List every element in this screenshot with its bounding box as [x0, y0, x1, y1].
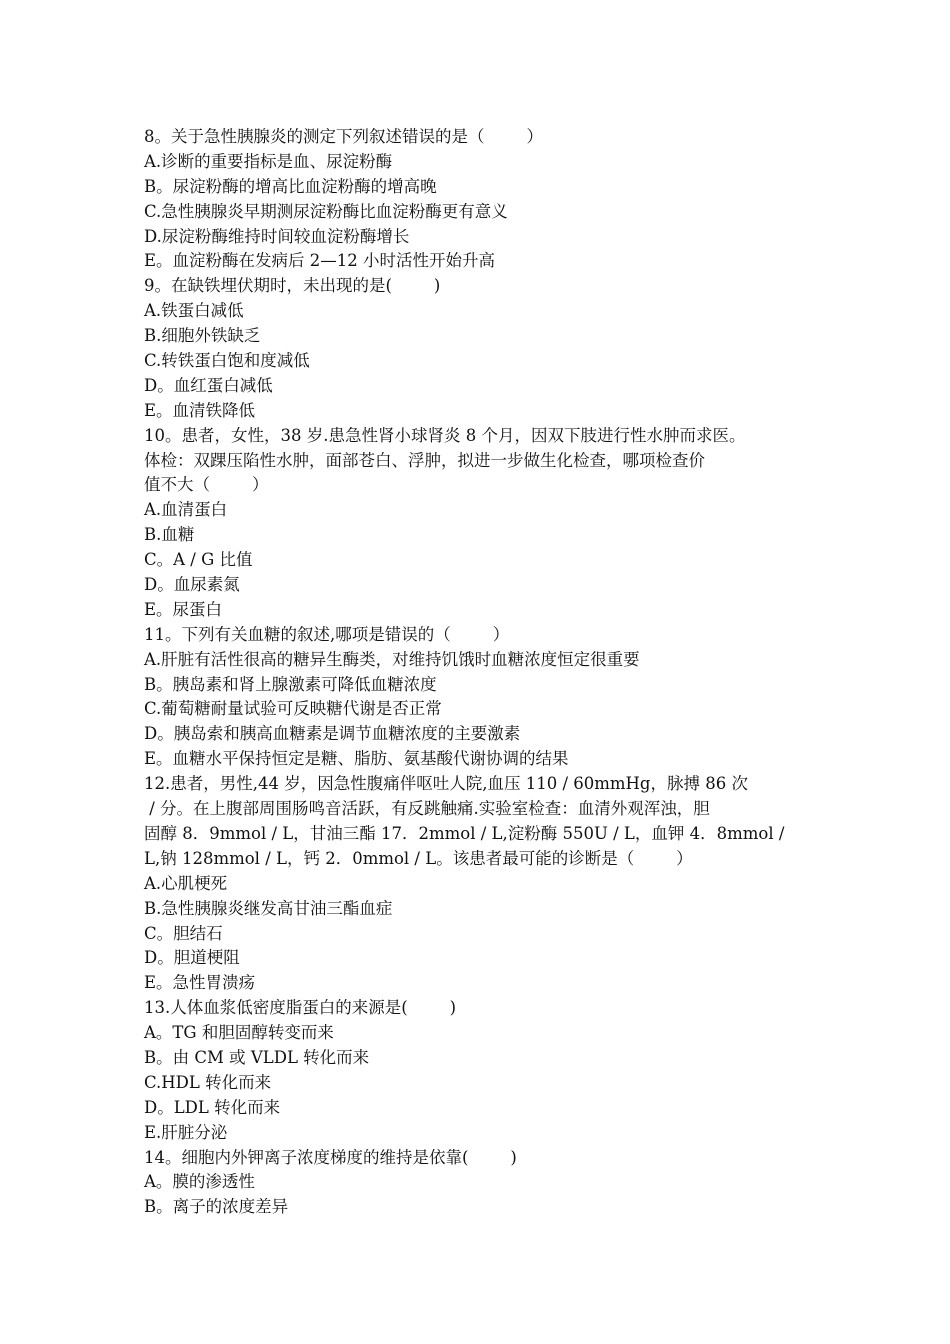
question-10-stem-line-2: 体检：双踝压陷性水肿，面部苍白、浮肿，拟进一步做生化检查，哪项检查价 [144, 450, 705, 470]
question-8-option-c: C.急性胰腺炎早期测尿淀粉酶比血淀粉酶更有意义 [144, 201, 508, 221]
question-8-option-a: A.诊断的重要指标是血、尿淀粉酶 [144, 151, 393, 171]
question-11-stem: 11。下列有关血糖的叙述,哪项是错误的（ ） [144, 624, 510, 644]
question-11-option-b: B。胰岛素和肾上腺激素可降低血糖浓度 [144, 674, 437, 694]
question-12-option-d: D。胆道梗阻 [144, 948, 240, 968]
question-11-option-e: E。血糖水平保持恒定是糖、脂肪、氨基酸代谢协调的结果 [144, 749, 569, 769]
question-text-block [144, 125, 824, 1220]
question-9-option-b: B.细胞外铁缺乏 [144, 326, 261, 346]
question-10-stem-line-1: 10。患者，女性，38 岁.患急性肾小球肾炎 8 个月，因双下肢进行性水肿而求医。 [144, 425, 746, 445]
question-8-option-e: E。血淀粉酶在发病后 2—12 小时活性开始升高 [144, 251, 496, 271]
question-9-option-a: A.铁蛋白减低 [144, 301, 244, 321]
question-10-option-a: A.血清蛋白 [144, 500, 228, 520]
question-12-option-e: E。急性胃溃疡 [144, 973, 256, 993]
question-9-option-e: E。血清铁降低 [144, 400, 256, 420]
question-12-stem-line-2: / 分。在上腹部周围肠鸣音活跃，有反跳触痛.实验室检查：血清外观浑浊，胆 [144, 799, 710, 819]
question-9-stem: 9。在缺铁埋伏期时，未出现的是( ) [144, 276, 441, 296]
question-8-option-b: B。尿淀粉酶的增高比血淀粉酶的增高晚 [144, 176, 437, 196]
question-12-stem-line-3: 固醇 8．9mmol / L，甘油三酯 17．2mmol / L,淀粉酶 550U / L，血钾 4．8mmol / [144, 823, 785, 843]
question-13-option-b: B。由 CM 或 VLDL 转化而来 [144, 1047, 370, 1067]
question-14-option-b: B。离子的浓度差异 [144, 1197, 289, 1217]
question-11-option-a: A.肝脏有活性很高的糖异生酶类，对维持饥饿时血糖浓度恒定很重要 [144, 649, 640, 669]
question-13-option-a: A。TG 和胆固醇转变而来 [144, 1023, 334, 1043]
question-11-option-d: D。胰岛索和胰高血糖素是调节血糖浓度的主要激素 [144, 724, 521, 744]
question-11-option-c: C.葡萄糖耐量试验可反映糖代谢是否正常 [144, 699, 442, 719]
question-8-stem: 8。关于急性胰腺炎的测定下列叙述错误的是（ ） [144, 127, 543, 146]
question-13-option-e: E.肝脏分泌 [144, 1122, 228, 1142]
question-10-option-e: E。尿蛋白 [144, 599, 223, 619]
question-12-option-c: C。胆结石 [144, 923, 223, 943]
question-9-option-c: C.转铁蛋白饱和度减低 [144, 351, 310, 371]
question-12-stem-line-1: 12.患者，男性,44 岁，因急性腹痛伴呕吐人院,血压 110 / 60mmHg，脉搏 86 次 [144, 774, 748, 794]
question-13-stem: 13.人体血浆低密度脂蛋白的来源是( ) [144, 998, 457, 1018]
question-10-stem-line-3: 值不大（ ） [144, 475, 269, 495]
question-8-option-d: D.尿淀粉酶维持时间较血淀粉酶增长 [144, 226, 410, 246]
question-13-option-d: D。LDL 转化而来 [144, 1097, 281, 1117]
question-10-option-c: C。A / G 比值 [144, 550, 253, 570]
question-12-option-a: A.心肌梗死 [144, 873, 228, 893]
question-12-stem-line-4: L,钠 128mmol / L，钙 2．0mmol / L。该患者最可能的诊断是（ ） [144, 848, 693, 868]
question-10-option-d: D。血尿素氮 [144, 575, 240, 595]
question-10-option-b: B.血糖 [144, 525, 195, 545]
question-13-option-c: C.HDL 转化而来 [144, 1072, 272, 1092]
question-9-option-d: D。血红蛋白减低 [144, 375, 273, 395]
question-14-option-a: A。膜的渗透性 [144, 1172, 255, 1192]
question-12-option-b: B.急性胰腺炎继发高甘油三酯血症 [144, 898, 393, 918]
question-14-stem: 14。细胞内外钾离子浓度梯度的维持是依靠( ) [144, 1147, 517, 1167]
